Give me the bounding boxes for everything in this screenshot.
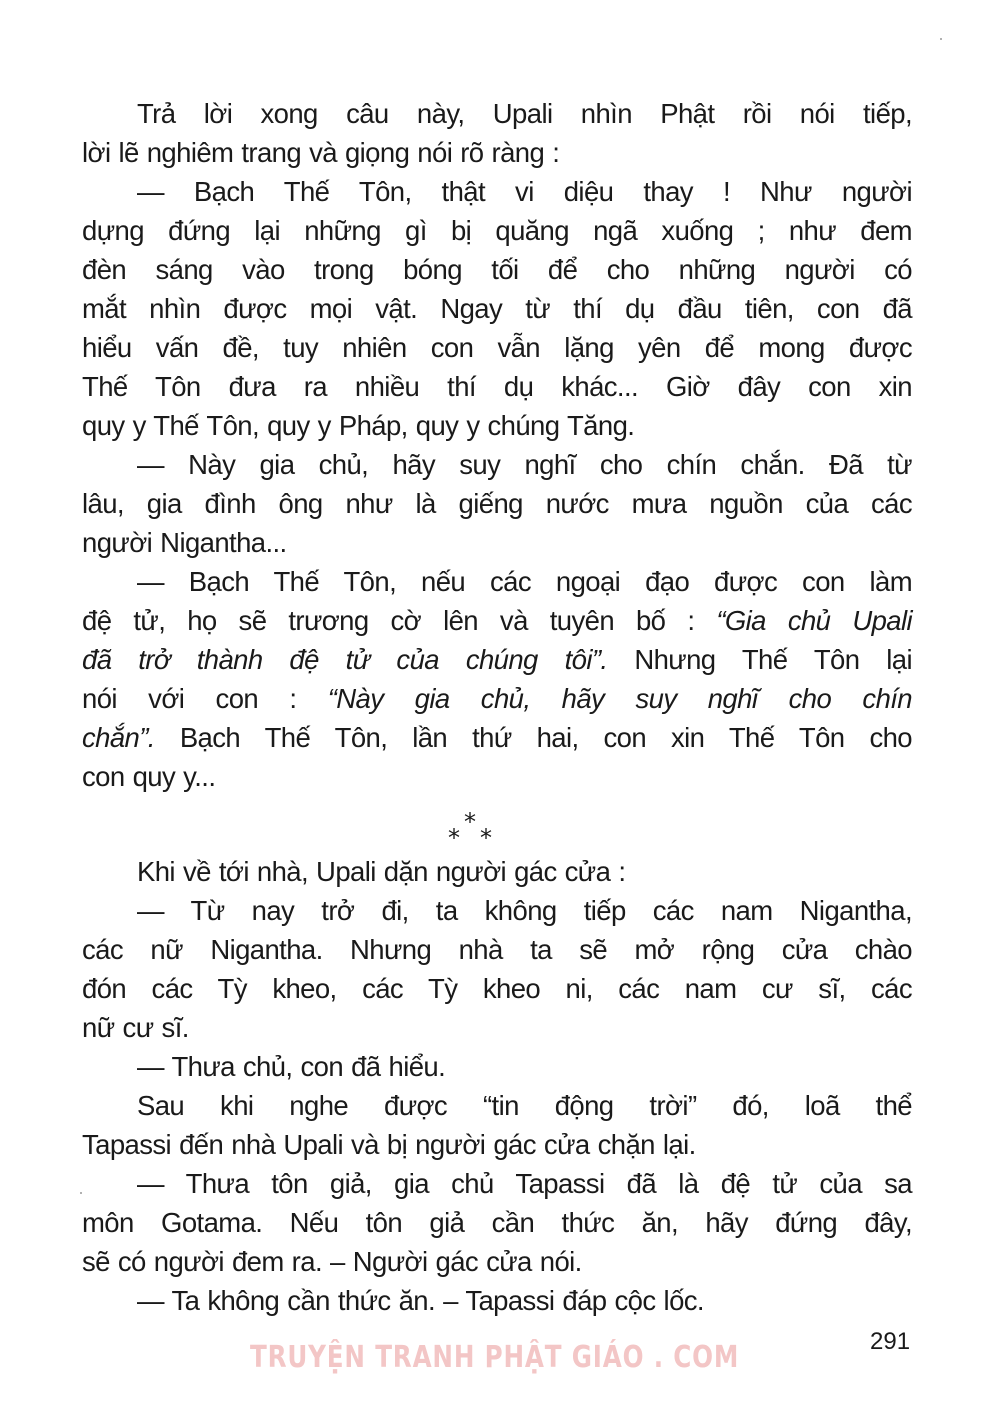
scan-speck xyxy=(940,38,942,40)
text-line: nữ cư sĩ. xyxy=(82,1012,189,1043)
text-line: — Này gia chủ, hãy suy nghĩ cho chín chắn. Đã từ xyxy=(137,449,912,480)
text-line: đèn sáng vào trong bóng tối để cho những người có xyxy=(82,254,912,285)
quote-italic: “Gia chủ Upali xyxy=(716,605,913,636)
text-line: các nữ Nigantha. Nhưng nhà ta sẽ mở rộng cửa chào xyxy=(82,934,912,965)
quote-italic: đã trở thành đệ tử của chúng tôi”. xyxy=(82,644,608,675)
text-line: Trả lời xong câu này, Upali nhìn Phật rồi nói tiếp, xyxy=(137,98,912,129)
text-line xyxy=(82,562,912,601)
text-line: hiểu vấn đề, tuy nhiên con vẫn lặng yên để mong được xyxy=(82,332,912,363)
text-line: sẽ có người đem ra. – Người gác cửa nói. xyxy=(82,1246,582,1277)
text-line xyxy=(82,679,912,718)
text-line: Sau khi nghe được “tin động trời” đó, loã thể xyxy=(137,1090,912,1121)
text-line: — Thưa chủ, con đã hiểu. xyxy=(137,1051,446,1082)
text-line xyxy=(82,718,912,757)
text-line: Tapassi đến nhà Upali và bị người gác cửa chặn lại. xyxy=(82,1129,696,1160)
text-line: đón các Tỳ kheo, các Tỳ kheo ni, các nam cư sĩ, các xyxy=(82,973,912,1004)
page-body xyxy=(82,94,912,1320)
text-line: dựng đứng lại những gì bị quăng ngã xuống ; như đem xyxy=(82,215,912,246)
text-line: môn Gotama. Nếu tôn giả cần thức ăn, hãy đứng đây, xyxy=(82,1207,912,1238)
text-line: Khi về tới nhà, Upali dặn người gác cửa : xyxy=(137,856,626,887)
text-span: Nhưng Thế Tôn lại xyxy=(607,644,912,675)
scan-speck xyxy=(80,1192,82,1194)
asterisk-icon: * xyxy=(464,808,476,836)
text-line: — Từ nay trở đi, ta không tiếp các nam Nigantha, xyxy=(137,895,912,926)
text-line xyxy=(82,601,912,640)
asterisk-icon: * xyxy=(448,824,460,852)
text-line: Thế Tôn đưa ra nhiều thí dụ khác... Giờ đây con xin xyxy=(82,371,912,402)
page-number: 291 xyxy=(870,1328,911,1355)
text-line: quy y Thế Tôn, quy y Pháp, quy y chúng Tăng. xyxy=(82,410,635,441)
text-line: lời lẽ nghiêm trang và giọng nói rõ ràng : xyxy=(82,137,560,168)
text-span: nói với con : xyxy=(82,683,328,714)
text-span: con quy y... xyxy=(82,761,216,792)
text-line: — Ta không cần thức ăn. – Tapassi đáp cộc lốc. xyxy=(137,1285,704,1316)
text-line: mắt nhìn được mọi vật. Ngay từ thí dụ đầu tiên, con đã xyxy=(82,293,912,324)
text-line: lâu, gia đình ông như là giếng nước mưa nguồn của các xyxy=(82,488,912,519)
text-line: người Nigantha... xyxy=(82,527,287,558)
watermark: TRUYỆN TRANH PHẬT GIÁO . COM xyxy=(250,1340,740,1375)
text-line: — Thưa tôn giả, gia chủ Tapassi đã là đệ tử của sa xyxy=(137,1168,912,1199)
quote-italic: “Này gia chủ, hãy suy nghĩ cho chín xyxy=(327,683,913,714)
section-separator xyxy=(82,796,912,874)
asterisk-icon: * xyxy=(480,824,492,852)
text-line xyxy=(82,757,912,796)
quote-italic: chắn”. xyxy=(82,722,155,753)
text-span: đệ tử, họ sẽ trương cờ lên và tuyên bố : xyxy=(82,605,717,636)
text-span: — Bạch Thế Tôn, nếu các ngoại đạo được con làm xyxy=(137,566,912,597)
text-line: — Bạch Thế Tôn, thật vi diệu thay ! Như người xyxy=(137,176,912,207)
text-line xyxy=(82,640,912,679)
text-span: Bạch Thế Tôn, lần thứ hai, con xin Thế Tôn cho xyxy=(154,722,912,753)
